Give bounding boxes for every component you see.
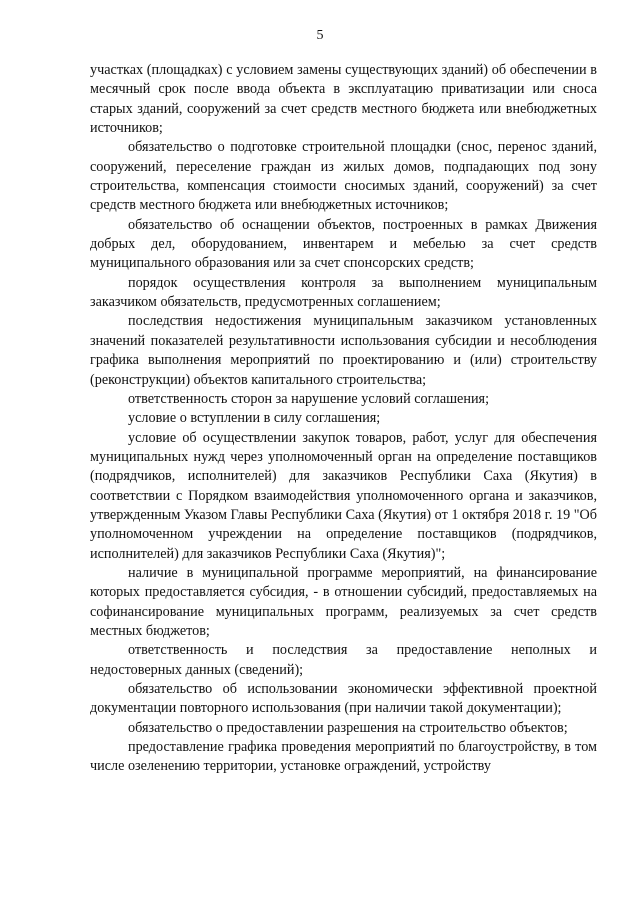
page-number: 5 (316, 28, 324, 43)
paragraph-data-liability: ответственность и последствия за предоставление неполных и недостоверных данных (сведений); (90, 642, 597, 678)
paragraph-non-achievement-consequences: последствия недостижения муниципальным заказчиком установленных значений показателей результативности использования субсидии и несоблюдения графика выполнения мероприятий по проектированию и (или) строительству (реконструкции) объектов капитального строительства; (90, 313, 597, 388)
paragraph-program-measures: наличие в муниципальной программе мероприятий, на финансирование которых предоставляется субсидия, - в отношении субсидий, предоставляемых на софинансирование муниципальных программ, реализуемых за счет средств местных бюджетов; (90, 564, 597, 639)
document-body (90, 61, 597, 777)
paragraph-equipment-obligation: обязательство об оснащении объектов, построенных в рамках Движения добрых дел, оборудованием, инвентарем и мебелью за счет средств муниципального образования или за счет спонсорских средств; (90, 216, 597, 272)
paragraph-site-preparation: обязательство о подготовке строительной площадки (снос, перенос зданий, сооружений, переселение граждан из жилых домов, подпадающих под зону строительства, компенсация стоимости сносимых зданий, сооружений) за счет средств местного бюджета или внебюджетных источников; (90, 139, 597, 214)
paragraph-procurement-condition: условие об осуществлении закупок товаров, работ, услуг для обеспечения муниципальных нужд через уполномоченный орган на определение поставщиков (подрядчиков, исполнителей) для заказчиков Республики Саха (Якутия) в соответствии с Порядком взаимодействия уполномоченного органа и заказчиков, утвержденным Указом Главы Республики Саха (Якутия) от 1 октября 2018 г. 19 "Об уполномоченном учреждении на определение поставщиков (подрядчиков, исполнителей) для заказчиков Республики Саха (Якутия)"; (90, 429, 597, 562)
paragraph-entry-into-force: условие о вступлении в силу соглашения; (128, 410, 381, 427)
paragraph-reusable-design: обязательство об использовании экономически эффективной проектной документации повторного использования (при наличии такой документации); (90, 681, 597, 717)
paragraph-party-liability: ответственность сторон за нарушение условий соглашения; (128, 390, 490, 407)
paragraph-control-procedure: порядок осуществления контроля за выполнением муниципальным заказчиком обязательств, предусмотренных соглашением; (90, 274, 597, 311)
paragraph-continuation: участках (площадках) с условием замены существующих зданий) об обеспечении в месячный срок после ввода объекта в эксплуатацию приватизации или сноса старых зданий, сооружений за счет средств местного бюджета или внебюджетных источников; (90, 62, 597, 137)
paragraph-landscaping-schedule: предоставление графика проведения мероприятий по благоустройству, в том числе озеленению территории, установке ограждений, устройству (90, 739, 597, 775)
paragraph-building-permit: обязательство о предоставлении разрешения на строительство объектов; (128, 719, 568, 736)
